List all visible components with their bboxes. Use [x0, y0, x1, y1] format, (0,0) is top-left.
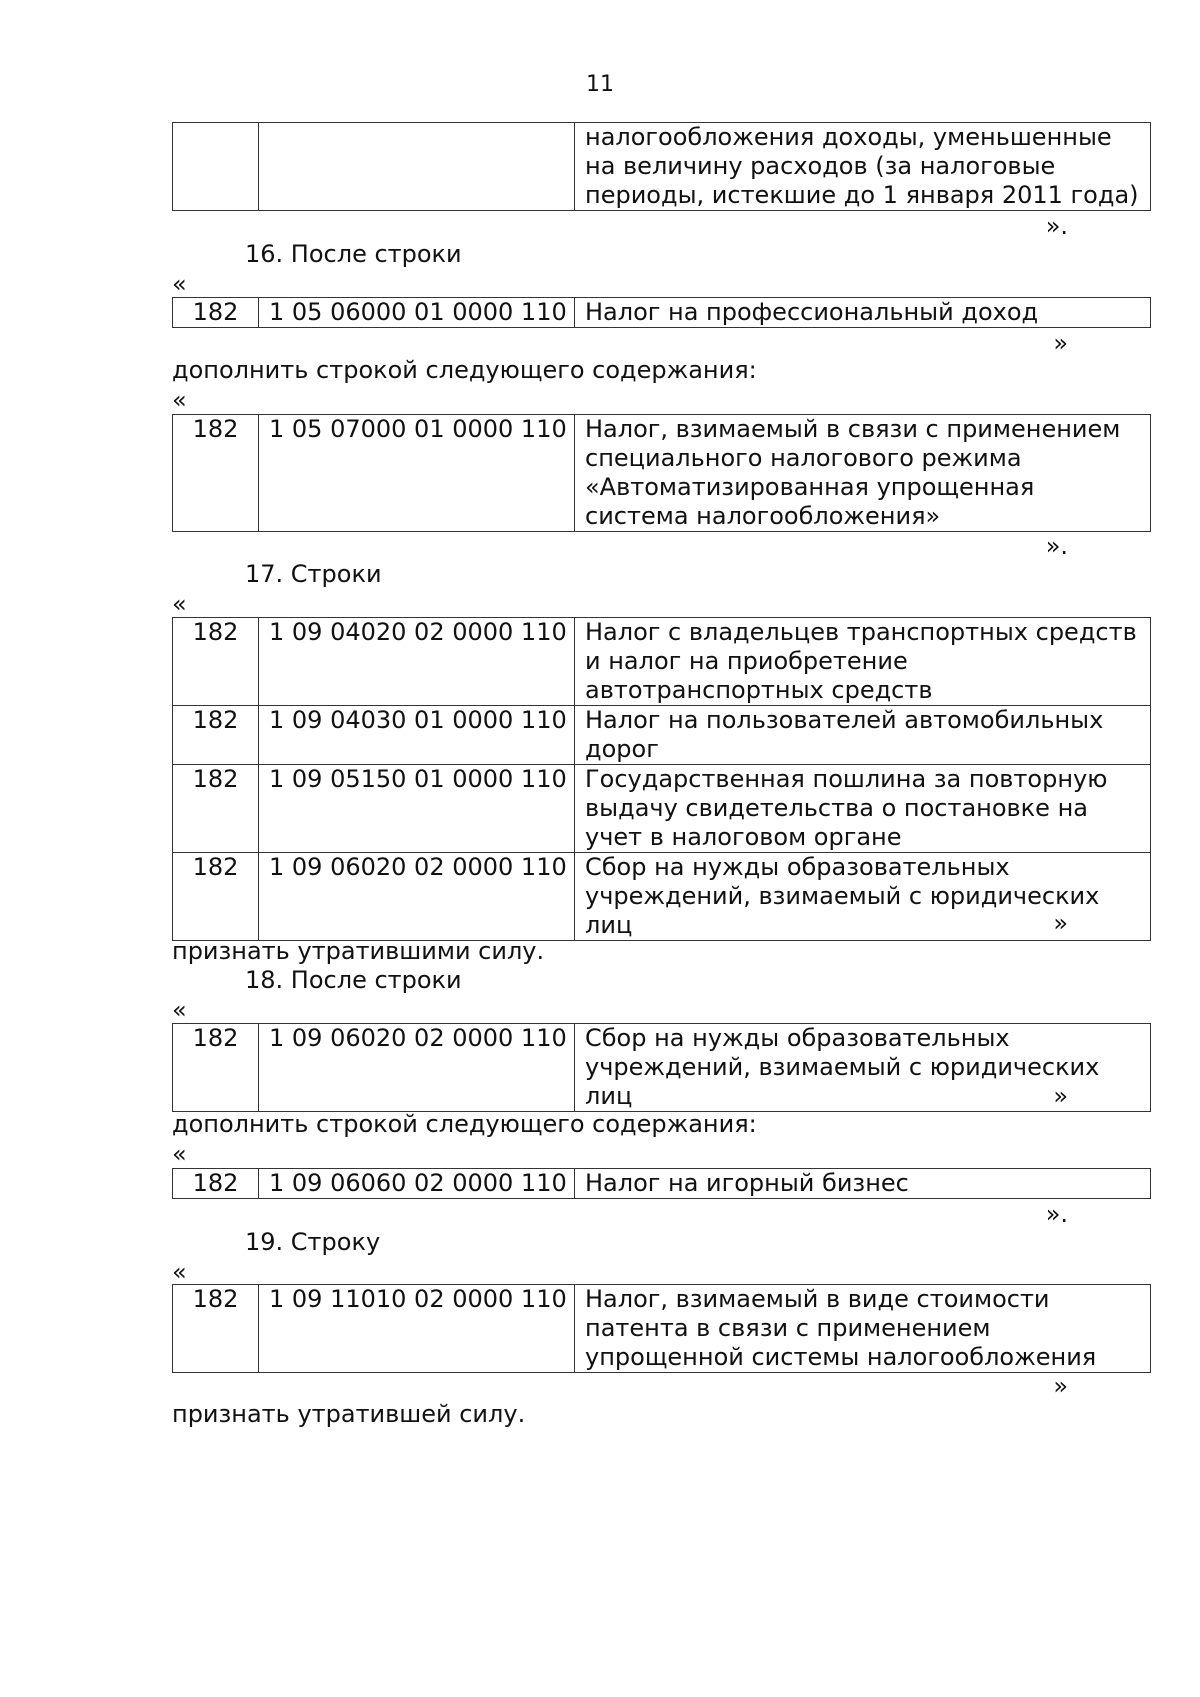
table-row — [173, 415, 1151, 532]
budget-code-cell: 182 — [173, 1024, 259, 1112]
budget-code-cell: 182 — [173, 298, 259, 328]
opening-quote: « — [172, 996, 187, 1024]
income-name-cell: Налог на профессиональный доход — [575, 298, 1151, 328]
page-number: 11 — [586, 72, 614, 97]
table-row — [173, 123, 1151, 211]
table-s16-new-row — [172, 414, 1151, 532]
table-row — [173, 298, 1151, 328]
kbk-cell — [259, 123, 575, 211]
budget-code-cell — [173, 123, 259, 211]
opening-quote: « — [172, 590, 187, 618]
table-row — [173, 1169, 1151, 1199]
budget-code-cell: 182 — [173, 1285, 259, 1373]
table-row — [173, 1024, 1151, 1112]
section-19-after-text: признать утратившей силу. — [172, 1400, 526, 1428]
kbk-cell: 1 05 07000 01 0000 110 — [259, 415, 575, 532]
kbk-cell: 1 09 04030 01 0000 110 — [259, 706, 575, 765]
closing-quote: ». — [1045, 1200, 1068, 1228]
opening-quote: « — [172, 386, 187, 414]
income-name-cell: Сбор на нужды образовательных учреждений, взимаемый с юридических лиц — [575, 853, 1151, 941]
income-name-cell: Сбор на нужды образовательных учреждений, взимаемый с юридических лиц — [575, 1024, 1151, 1112]
budget-code-cell: 182 — [173, 765, 259, 853]
table-row — [173, 618, 1151, 706]
income-name-cell: Налог на пользователей автомобильных дорог — [575, 706, 1151, 765]
kbk-cell: 1 09 06060 02 0000 110 — [259, 1169, 575, 1199]
kbk-cell: 1 09 05150 01 0000 110 — [259, 765, 575, 853]
closing-quote: » — [1053, 1082, 1068, 1110]
income-name-cell: Налог на игорный бизнес — [575, 1169, 1151, 1199]
income-name-cell: Налог, взимаемый в связи с применением специального налогового режима «Автоматизированная упрощенная система налогообложения» — [575, 415, 1151, 532]
table-row — [173, 1285, 1151, 1373]
closing-quote: » — [1053, 909, 1068, 937]
section-16-add-text: дополнить строкой следующего содержания: — [172, 356, 757, 384]
table-row — [173, 853, 1151, 941]
table-row — [173, 706, 1151, 765]
closing-quote: » — [1053, 329, 1068, 357]
opening-quote: « — [172, 270, 187, 298]
budget-code-cell: 182 — [173, 1169, 259, 1199]
section-17-heading: 17. Строки — [245, 560, 382, 588]
section-17-after-text: признать утратившими силу. — [172, 937, 545, 965]
kbk-cell: 1 09 04020 02 0000 110 — [259, 618, 575, 706]
income-name-cell: налогообложения доходы, уменьшенные на величину расходов (за налоговые периоды, истекшие до 1 января 2011 года) — [575, 123, 1151, 211]
table-continuation — [172, 122, 1151, 211]
budget-code-cell: 182 — [173, 853, 259, 941]
section-19-heading: 19. Строку — [245, 1228, 381, 1256]
kbk-cell: 1 09 06020 02 0000 110 — [259, 1024, 575, 1112]
income-name-cell: Налог с владельцев транспортных средств и налог на приобретение автотранспортных средств — [575, 618, 1151, 706]
income-name-cell: Налог, взимаемый в виде стоимости патента в связи с применением упрощенной системы налогообложения — [575, 1285, 1151, 1373]
income-name-cell: Государственная пошлина за повторную выдачу свидетельства о постановке на учет в налоговом органе — [575, 765, 1151, 853]
budget-code-cell: 182 — [173, 706, 259, 765]
section-18-add-text: дополнить строкой следующего содержания: — [172, 1110, 757, 1138]
table-row — [173, 765, 1151, 853]
kbk-cell: 1 05 06000 01 0000 110 — [259, 298, 575, 328]
table-s16-row — [172, 297, 1151, 328]
table-s17-rows — [172, 617, 1151, 941]
section-16-heading: 16. После строки — [245, 240, 462, 268]
kbk-cell: 1 09 06020 02 0000 110 — [259, 853, 575, 941]
table-s18-new-row — [172, 1168, 1151, 1199]
section-18-heading: 18. После строки — [245, 966, 462, 994]
table-s19-row — [172, 1284, 1151, 1373]
kbk-cell: 1 09 11010 02 0000 110 — [259, 1285, 575, 1373]
closing-quote: » — [1053, 1372, 1068, 1400]
opening-quote: « — [172, 1140, 187, 1168]
table-s18-row — [172, 1023, 1151, 1112]
closing-quote: ». — [1045, 212, 1068, 240]
budget-code-cell: 182 — [173, 618, 259, 706]
closing-quote: ». — [1045, 532, 1068, 560]
opening-quote: « — [172, 1258, 187, 1286]
budget-code-cell: 182 — [173, 415, 259, 532]
